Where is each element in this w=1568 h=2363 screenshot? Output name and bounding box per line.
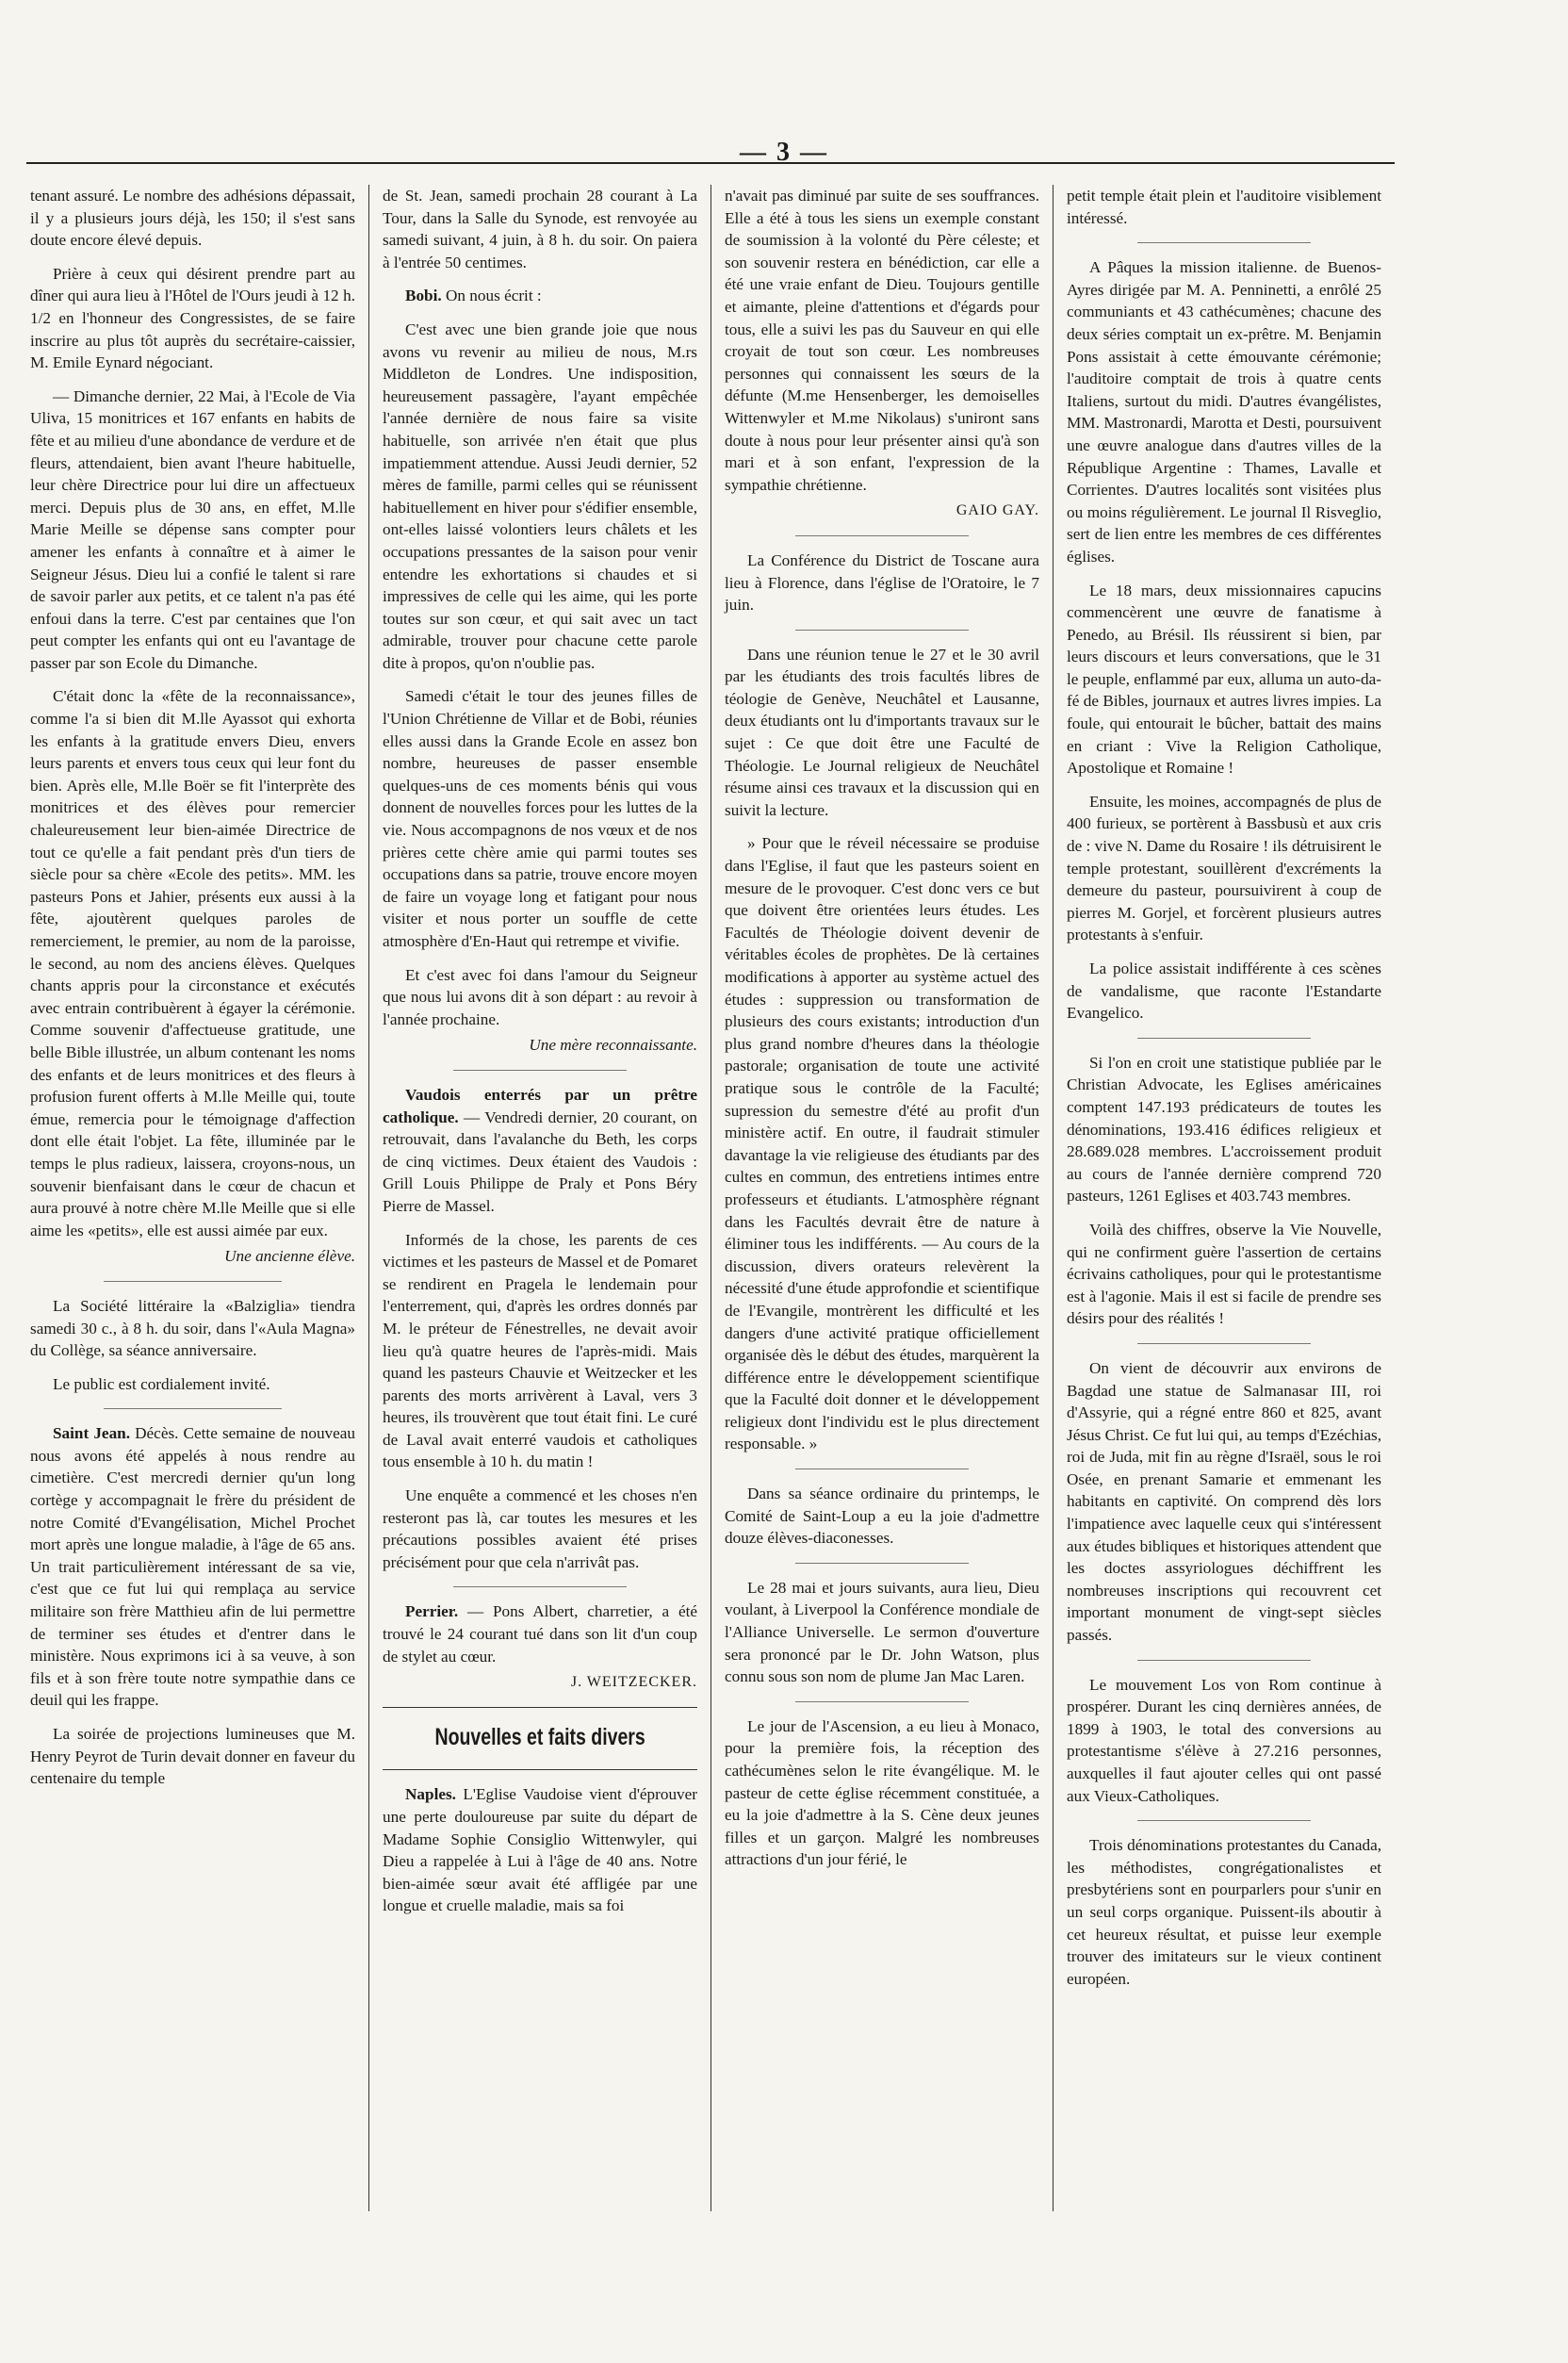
article-paragraph [725,185,1039,496]
article-paragraph [725,550,1039,616]
article-paragraph [30,185,355,252]
page-number: — 3 — [740,138,828,167]
paragraph-text: La soirée de projections lumineuses que M. Henry Peyrot de Turin devait donner en faveur du centenaire du temple [30,1725,355,1788]
article-paragraph [725,832,1039,1455]
article-signature: Une ancienne élève. [224,1247,355,1266]
article-paragraph [383,964,697,1031]
paragraph-text: Dans sa séance ordinaire du printemps, le Comité de Saint-Loup a eu la joie d'admettre douze élèves-diaconesses. [725,1485,1039,1548]
article-paragraph [1067,256,1381,567]
paragraph-text: Et c'est avec foi dans l'amour du Seigneur que nous lui avons dit à son départ : au revoir à l'année prochaine. [383,965,697,1028]
article-paragraph [1067,185,1381,229]
article-paragraph [1067,958,1381,1025]
paragraph-text: Le public est cordialement invité. [53,1374,270,1393]
paragraph-text: L'Eglise Vaudoise vient d'éprouver une perte douloureuse par suite du départ de Madame Sophie Consiglio Wittenwyler, qui Dieu a rappelée à Lui à l'âge de 40 ans. Notre bien-aimée sœur avait été affligée par une longue et cruelle maladie, mais sa foi [383,1785,697,1915]
column-3 [710,185,1053,2211]
article-separator [1137,1820,1311,1821]
article-paragraph [383,319,697,675]
paragraph-text: Si l'on en croit une statistique publiée par le Christian Advocate, les Eglises américaines comptent 147.193 prédicateurs de toutes les dénominations, 193.416 édifices religieux et 28.689.028 membres. L'accroissement produit au cours de l'année dernière comprend 720 pasteurs, 1261 Eglises et 403.743 membres. [1067,1053,1381,1206]
article-paragraph [383,185,697,273]
article-separator [795,630,969,631]
paragraph-text: Le mouvement Los von Rom continue à prospérer. Durant les cinq dernières années, de 1899 à 1903, le total des conversions au protestantisme s'élève à 27.216 personnes, auxquelles il faut ajouter celles qui ont passé aux Vieux-Catholiques. [1067,1675,1381,1805]
article-separator [453,1070,627,1071]
article-separator [1137,242,1311,243]
article-paragraph [725,1483,1039,1550]
paragraph-text: Dans une réunion tenue le 27 et le 30 avril par les étudiants des trois facultés libres de téologie de Genève, Neuchâtel et Lausanne, deux étudiants ont lu d'importants travaux sur le sujet : Ce que doit être une Faculté de Théologie. Le Journal religieux de Neuchâtel résume ainsi ces travaux et la discussion qui en suivit la lecture. [725,645,1039,819]
paragraph-text: Une enquête a commencé et les choses n'en resteront pas là, car toutes les mesures et les précautions possibles avaient été prises précisément pour que cela n'arrivât pas. [383,1486,697,1571]
paragraph-text: Trois dénominations protestantes du Canada, les méthodistes, congrégationalistes et presbytériens sont en pourparlers pour s'unir en un seul corps organique. Puissent-ils aboutir à cet heureux résultat, et puisse leur exemple trouver des imitateurs sur le vieux continent européen. [1067,1836,1381,1988]
paragraph-text: Voilà des chiffres, observe la Vie Nouvelle, qui ne confirment guère l'assertion de certains écrivains catholiques, pour qui le protestantisme est à l'agonie. Mais il est si facile de prendre ses désirs pour des réalités ! [1067,1220,1381,1328]
paragraph-text: tenant assuré. Le nombre des adhésions dépassait, il y a plusieurs jours déjà, les 150; il s'est sans doute encore élevé depuis. [30,187,355,250]
paragraph-text: de St. Jean, samedi prochain 28 courant à La Tour, dans la Salle du Synode, est renvoyée au samedi suivant, 4 juin, à 8 h. du soir. On paiera à l'entrée 50 centimes. [383,187,697,271]
article-paragraph [383,1229,697,1474]
article-separator [795,1563,969,1564]
paragraph-text: Le 28 mai et jours suivants, aura lieu, Dieu voulant, à Liverpool la Conférence mondiale de l'Alliance Universelle. Le sermon d'ouverture sera prononcé par le Dr. John Watson, plus connu sous son nom de plume Jan Mac Laren. [725,1578,1039,1686]
header-rule [26,162,1395,164]
paragraph-text: n'avait pas diminué par suite de ses souffrances. Elle a été à tous les siens un exemple constant de soumission à la volonté du Père céleste; et son souvenir restera en bénédiction, car elle a été une vraie enfant de Dieu. Toujours gentille et aimante, pleine d'attentions et d'égards pour tous, elle a suivi les pas du Sauveur en qui elle croyait de tout son cœur. Les nombreuses personnes qui connaissent les sœurs de la défunte (M.me Hensenberger, les demoiselles Wittenwyler et M.me Nikolaus) s'uniront sans doute à nous pour leur présenter ainsi qu'à son mari et à son enfant, l'expression de la sympathie chrétienne. [725,187,1039,494]
article-paragraph [30,685,355,1241]
section-header [383,1707,697,1771]
paragraph-text: La Société littéraire la «Balziglia» tiendra samedi 30 c., à 8 h. du soir, dans l'«Aula Magna» du Collège, sa séance anniversaire. [30,1296,355,1360]
article-separator [795,535,969,536]
article-signature: J. WEITZECKER. [570,1674,697,1691]
article-paragraph [383,1600,697,1667]
paragraph-text: On nous écrit : [441,287,542,305]
article-paragraph [725,644,1039,822]
article-separator [1137,1343,1311,1344]
article-heading: Perrier. [405,1602,459,1621]
article-paragraph [383,685,697,952]
article-separator [1137,1660,1311,1661]
article-paragraph [1067,1219,1381,1330]
article-paragraph [383,1783,697,1917]
paragraph-text: C'est avec une bien grande joie que nous avons vu revenir au milieu de nous, M.rs Middleton de Londres. Une indisposition, heureusement passagère, l'ayant empêchée l'année dernière de nous faire sa visite habituelle, son arrivée n'en était que plus impatiemment attendue. Aussi Jeudi dernier, 52 mères de famille, parmi celles qui se réunissent habituellement en hiver pour s'édifier ensemble, ont-elles laissé volontiers leurs châlets et les occupations pressantes de la saison pour venir entendre les exhortations si chaudes et si impressives de celle qui les aime, qui les porte toutes sur son cœur, et qui sait avec un tact admirable, trouver pour chacune cette parole dite à propos, qu'on n'oublie pas. [383,320,697,672]
column-2 [368,185,710,2211]
article-separator [1137,1038,1311,1039]
article-paragraph [30,1373,355,1396]
article-paragraph [1067,791,1381,946]
article-paragraph [30,386,355,675]
article-paragraph [383,1084,697,1218]
column-1 [26,185,368,2211]
paragraph-text: Le 18 mars, deux missionnaires capucins commencèrent une œuvre de fanatisme à Penedo, au Brésil. Ils réussirent si bien, par leurs discours et leurs conversations, que le 31 le peuple, enflammé par eux, alluma un auto-da-fé de Bibles, journaux et autres livres impies. La foule, qui entourait le bûcher, battait des mains en criant : Vive la Religion Catholique, Apostolique et Romaine ! [1067,581,1381,778]
newspaper-columns [26,185,1395,2211]
paragraph-text: Samedi c'était le tour des jeunes filles de l'Union Chrétienne de Villar et de Bobi, réunies elles aussi dans la Grande Ecole en assez bon nombre, heureuses de passer ensemble quelques-uns de ces moments bénis qui vous donnent de nouvelles forces pour les luttes de la vie. Nous accompagnons de nos vœux et de nos prières cette chère amie qui parmi toutes ses occupations dans sa patrie, trouve encore moyen de faire un voyage long et fatigant pour nous visiter et nous porter un souffle de cette atmosphère d'En-Haut qui retrempe et vivifie. [383,687,697,950]
paragraph-text: La Conférence du District de Toscane aura lieu à Florence, dans l'église de l'Oratoire, le 7 juin. [725,550,1039,615]
paragraph-text: La police assistait indifférente à ces scènes de vandalisme, que raconte l'Estandarte Evangelico. [1067,960,1381,1023]
paragraph-text: — Pons Albert, charretier, a été trouvé le 24 courant tué dans son lit d'un coup de stylet au cœur. [383,1602,697,1666]
article-paragraph [30,263,355,374]
article-heading: Bobi. [405,287,442,305]
article-paragraph [30,1295,355,1362]
article-paragraph [30,1422,355,1712]
article-heading: Vaudois enterrés par un prêtre catholique. [383,1085,697,1126]
article-separator [104,1408,283,1409]
article-paragraph [1067,1834,1381,1990]
paragraph-text: Décès. Cette semaine de nouveau nous avons été appelés à nous rendre au cimetière. C'est mercredi dernier qu'un long cortège y accompagnait le frère du président de notre Comité d'Evangélisation, Michel Prochet mort après une longue maladie, à l'âge de 65 ans. Un trait particulièrement intéressant de sa vie, c'est que ce fut lui qui remplaça au service militaire son frère Matthieu afin de lui permettre de terminer ses études et d'entrer dans le ministère. Nous exprimons ici à sa veuve, à son fils et à son frère toute notre sympathie dans ce deuil qui les frappe. [30,1424,355,1710]
paragraph-text: C'était donc la «fête de la reconnaissance», comme l'a si bien dit M.lle Ayassot qui exhorta les enfants à la gratitude envers Dieu, envers leurs parents et envers tous ceux qui leur font du bien. Après elle, M.lle Boër se fit l'interprète des monitrices et des élèves pour remercier chaleureusement leur bien-aimée Directrice de tout ce qu'elle a fait pendant près d'un tiers de siècle pour sa chère «Ecole des petits». MM. les pasteurs Pons et Jahier, présents eux aussi à la fête, ajoutèrent quelques paroles de remerciement, le premier, au nom de la paroisse, le second, au nom des anciens élèves. Quelques chants appris pour la circonstance et exécutés avec entrain contribuèrent à égayer la cérémonie. Comme souvenir d'affectueuse gratitude, une belle Bible illustrée, un album contenant les noms des enfants et de leurs monitrices et des fleurs à profusion furent offerts à M.lle Meille qui, toute émue, remercia pour le témoignage d'affection dont elle était l'objet. La fête, illuminée par le temps le plus radieux, laissera, croyons-nous, un souvenir bienfaisant dans le cœur de chacun et aura prouvé à notre chère M.lle Meille que si elle aime les «petits», elle est aussi aimée par eux. [30,687,355,1239]
article-separator [453,1586,627,1587]
paragraph-text: — Dimanche dernier, 22 Mai, à l'Ecole de Via Uliva, 15 monitrices et 167 enfants en habits de fête et au milieu d'une abondance de verdure et de fleurs, attendaient, bien avant l'heure habituelle, leur chère Directrice pour lui dire un affectueux merci. Depuis plus de 30 ans, en effet, M.lle Marie Meille se dépense sans compter pour amener les enfants à connaître et à aimer le Seigneur Jésus. Dieu lui a confié le talent si rare de savoir parler aux petits, et ce talent n'a pas été enfoui dans la terre. C'est par centaines que l'on peut compter les enfants qui ont eu l'avantage de passer par son Ecole du Dimanche. [30,386,355,672]
paragraph-text: — Vendredi dernier, 20 courant, on retrouvait, dans l'avalanche du Beth, les corps de cinq victimes. Deux étaient des Vaudois : Grill Louis Philippe de Praly et Pons Béry Pierre de Massel. [383,1108,697,1215]
article-paragraph [1067,580,1381,779]
article-signature: GAIO GAY. [956,502,1039,519]
article-paragraph [383,1485,697,1573]
article-paragraph [1067,1052,1381,1207]
paragraph-text: Ensuite, les moines, accompagnés de plus de 400 furieux, se portèrent à Bassbusù et aux cris de : vive N. Dame du Rosaire ! ils détruisirent le temple protestant, souillèrent d'excréments la demeure du pasteur, poursuivirent à coup de pierres M. Gorjel, et forcèrent plusieurs autres protestants à s'enfuir. [1067,792,1381,944]
paragraph-text: Prière à ceux qui désirent prendre part au dîner qui aura lieu à l'Hôtel de l'Ours jeudi à 12 h. 1/2 en l'honneur des Congressistes, de se faire inscrire au plus tôt auprès du secrétaire-caissier, M. Emile Eynard négociant. [30,264,355,372]
paragraph-text: Le jour de l'Ascension, a eu lieu à Monaco, pour la première fois, la réception des cathécumènes selon le rite évangélique. M. le pasteur de cette église récemment constituée, a eu la joie d'admettre à la S. Cène deux jeunes filles et un garçon. Malgré les nombreuses attractions d'un jour férié, le [725,1716,1039,1869]
paragraph-text: » Pour que le réveil nécessaire se produise dans l'Eglise, il faut que les pasteurs soient en mesure de le provoquer. C'est donc vers ce but que doivent être orientées leurs études. Les Facultés de Théologie doivent devenir de véritables écoles de prophètes. De là certaines modifications à apporter au système actuel des études : suppression ou transformation de plusieurs des cours existants; introduction d'un plus grand nombre d'heures dans la théologie pastorale; organisation de toute une activité pratique sous le contrôle de la Faculté; supression du semestre d'été au profit d'un ministère actif. En outre, il faudrait stimuler davantage la vie religieuse des étudiants par des cultes en commun, des entretiens intimes entre professeurs et étudiants. L'atmosphère régnant dans les Facultés devrait être de nature à éliminer tous les indifférents. — Au cours de la discussion, divers orateurs relevèrent la nécessité d'une étude approfondie et scientifique de l'Evangile, montrèrent les difficulté et les dangers d'une activité pratique officiellement organisée dès le début des études, marquèrent la différence entre le développement scientifique que la Faculté doit donner et le développement religieux dont l'individu est le plus directement responsable. » [725,834,1039,1453]
paragraph-text: On vient de découvrir aux environs de Bagdad une statue de Salmanasar III, roi d'Assyrie, qui a régné entre 860 et 825, avant Jésus Christ. Ce fut lui qui, au temps d'Ezéchias, roi de Juda, mit fin au règne d'Israël, sous le roi Osée, en prenant Samarie et emmenant les habitants en captivité. On comprend dès lors l'impatience avec laquelle ceux qui s'intéressent aux études bibliques et historiques attendent que les doctes assyriologues déchiffrent les nombreuses inscriptions qui recouvrent cet important monument de vingt-sept siècles passés. [1067,1358,1381,1645]
section-title: Nouvelles et faits divers [434,1723,645,1750]
paragraph-text: Informés de la chose, les parents de ces victimes et les pasteurs de Massel et de Pomaret se rendirent en Pragela le lendemain pour l'enterrement, qui, d'après les ordres donnés par M. le préteur de Fénestrelles, ne devait avoir lieu qu'à quatre heures de l'après-midi. Mais quand les pasteurs Chauvie et Weitzecker et les parents des morts arrivèrent à Laval, vers 3 heures, ils trouvèrent que tout était fini. Le curé de Laval avait enterré vaudois et catholiques tous ensemble à 10 h. du matin ! [383,1230,697,1471]
article-separator [795,1701,969,1702]
paragraph-text: petit temple était plein et l'auditoire visiblement intéressé. [1067,187,1381,227]
article-separator [104,1281,283,1282]
paragraph-text: A Pâques la mission italienne. de Buenos-Ayres dirigée par M. A. Penninetti, a enrôlé 25 communiants et 43 cathécumènes; chacune des deux séries comptait un ex-prêtre. M. Benjamin Pons assistait à cette émouvante cérémonie; l'auditoire comptait de trois à quatre cents Italiens, surtout du midi. D'autres évangélistes, MM. Mastronardi, Marotta et Desti, poursuivent une œuvre analogue dans d'autres villes de la République Argentine : Thames, Lavalle et Corrientes. D'autres localités sont visitées plus ou moins régulièrement. Le journal Il Risveglio, sert de lien entre les membres de ces différentes églises. [1067,258,1381,566]
column-4 [1053,185,1395,2211]
article-signature: Une mère reconnaissante. [529,1036,697,1055]
article-paragraph [725,1577,1039,1688]
article-paragraph [1067,1674,1381,1808]
article-heading: Naples. [405,1785,456,1804]
article-heading: Saint Jean. [53,1424,131,1443]
article-paragraph [30,1723,355,1790]
article-paragraph [725,1715,1039,1871]
article-paragraph [1067,1357,1381,1647]
article-paragraph [383,285,697,307]
